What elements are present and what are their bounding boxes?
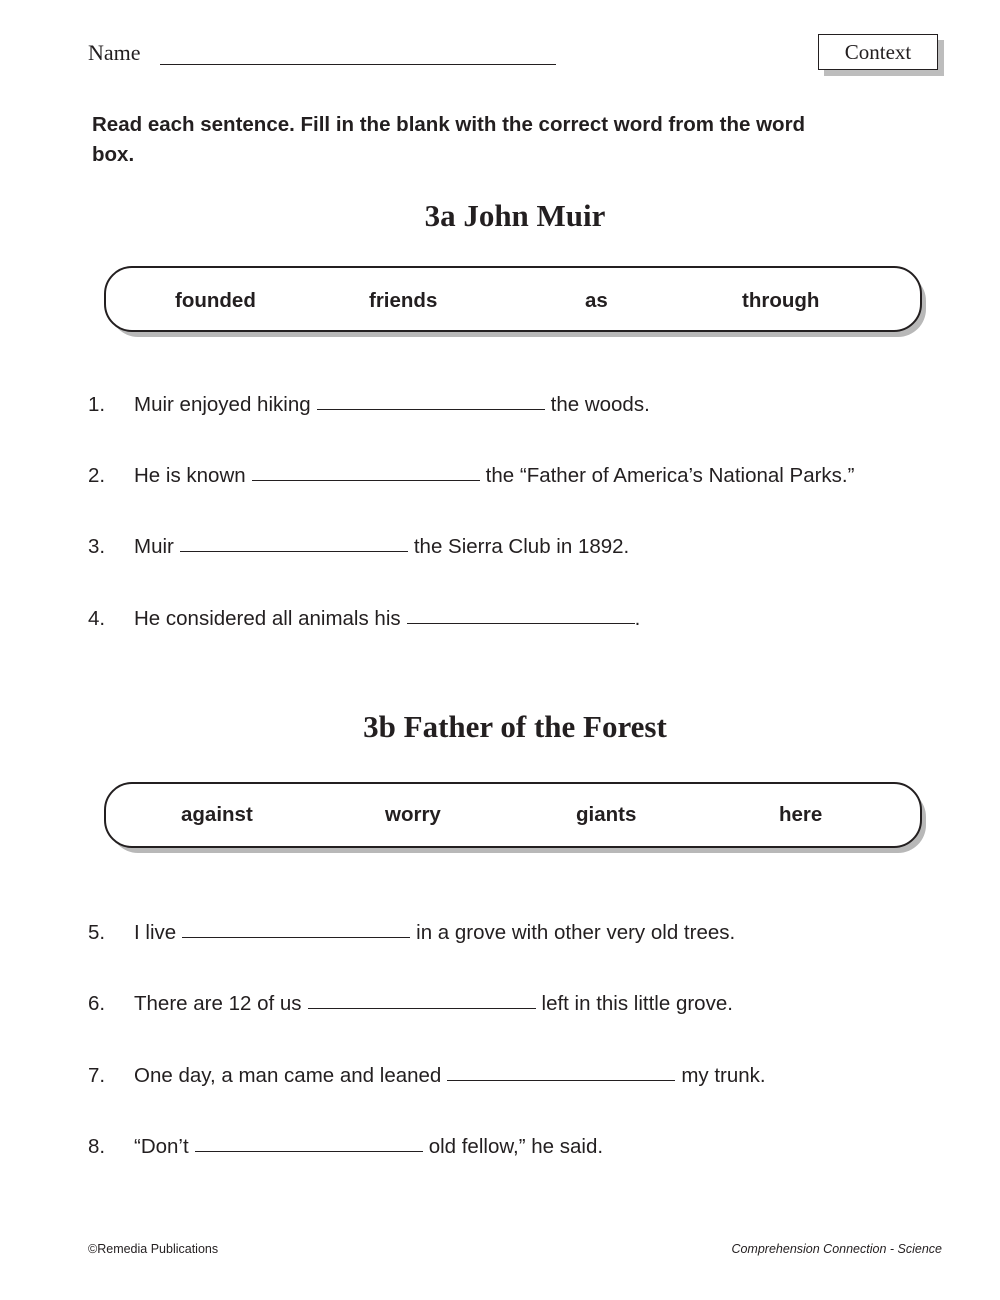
question-text-after: left in this little grove. [541,992,733,1015]
question-sentence [134,1135,603,1159]
word-box-word: friends [369,289,438,312]
question-sentence [134,535,629,559]
context-tag: Context [818,34,938,70]
question-text-before: Muir enjoyed hiking [134,393,311,416]
question-number: 1. [88,393,106,416]
question-text-before: He is known [134,464,246,487]
question-number: 5. [88,921,106,944]
footer-copyright: ©Remedia Publications [88,1242,219,1256]
word-box-word: against [181,803,253,826]
answer-blank[interactable] [182,936,410,938]
name-blank-line[interactable] [160,64,556,65]
question-sentence [134,992,733,1016]
section-title-3b: 3b Father of the Forest [363,709,667,744]
question-text-after: my trunk. [681,1064,766,1087]
word-box-word: here [779,803,823,826]
question-text-after: in a grove with other very old trees. [416,921,736,944]
word-box-word: as [585,289,608,312]
answer-blank[interactable] [308,1007,536,1009]
question-sentence [134,1064,766,1088]
question-text-before: One day, a man came and leaned [134,1064,442,1087]
question-number: 8. [88,1135,106,1158]
question-text-after: the “Father of America’s National Parks.” [485,464,855,487]
word-box-word: founded [175,289,256,312]
question-sentence [134,607,640,631]
question-number: 6. [88,992,106,1015]
question-text-before: There are 12 of us [134,992,302,1015]
word-box-word: through [742,289,820,312]
question-text-before: “Don’t [134,1135,189,1158]
question-text-after: the Sierra Club in 1892. [413,535,630,558]
question-text-before: He considered all animals his [134,607,401,630]
question-number: 2. [88,464,106,487]
word-box-word: giants [576,803,637,826]
question-text-after: the woods. [550,393,650,416]
name-label: Name [88,40,141,65]
question-text-before: I live [134,921,177,944]
instructions: Read each sentence. Fill in the blank with the correct word from the word box. [92,113,806,166]
question-number: 4. [88,607,106,630]
question-number: 3. [88,535,106,558]
answer-blank[interactable] [407,622,635,624]
question-sentence [134,393,650,417]
question-text-before: Muir [134,535,174,558]
question-sentence [134,464,854,488]
answer-blank[interactable] [180,550,408,552]
section-title-3a: 3a John Muir [424,198,606,233]
question-text-after: . [634,607,641,630]
answer-blank[interactable] [317,408,545,410]
answer-blank[interactable] [252,479,480,481]
answer-blank[interactable] [447,1079,675,1081]
footer-series: Comprehension Connection - Science [731,1242,942,1256]
question-number: 7. [88,1064,106,1087]
answer-blank[interactable] [195,1150,423,1152]
question-sentence [134,921,735,945]
question-text-after: old fellow,” he said. [428,1135,604,1158]
word-box-word: worry [385,803,441,826]
